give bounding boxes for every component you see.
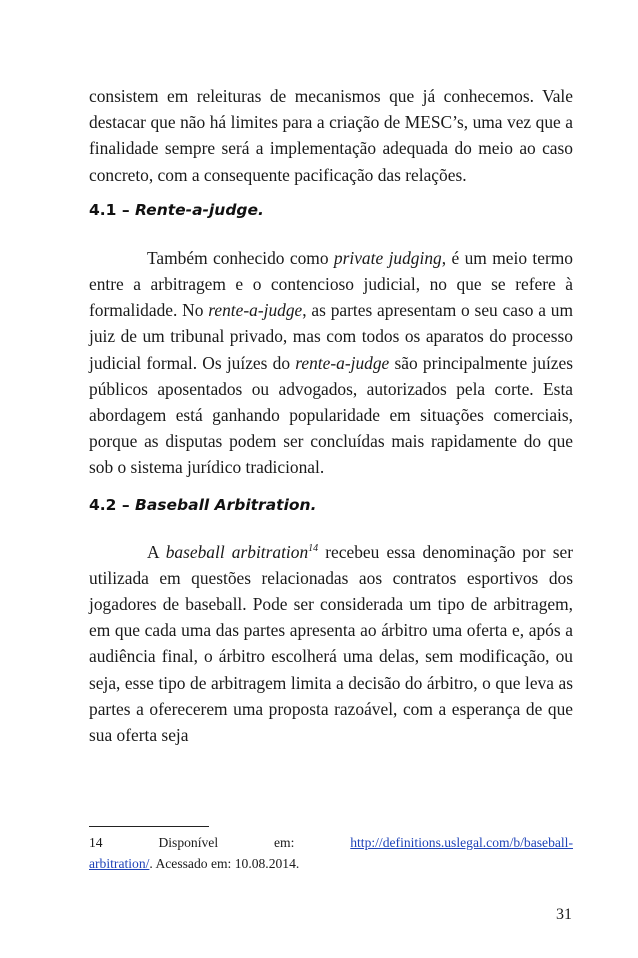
italic-term: rente-a-judge [295,352,390,373]
italic-term: baseball arbitration [165,541,309,562]
footnote-link-part1[interactable]: http://definitions.uslegal.com/b/baseball- [350,835,573,850]
section-heading-4-2 [89,495,573,515]
text-run: , é um meio termo entre a arbitragem e o contencioso judicial, no que se refere à formalidade. No [89,247,573,321]
section-heading-4-1 [89,200,573,220]
footnote-link-part2[interactable]: arbitration/ [89,856,150,871]
section-4-1-paragraph [89,245,573,481]
page-body [89,83,573,748]
section-number: 4.1 – [89,200,130,219]
footnote-label: Disponível [158,835,219,850]
footnote-reference[interactable]: 14 [308,542,319,554]
page-number: 31 [556,906,572,923]
text-run: A [147,541,166,562]
footnote-em: em: [273,835,295,850]
footnote-line [89,832,573,853]
section-title: Rente-a-judge. [135,200,264,219]
italic-term: rente-a-judge [208,300,303,321]
text-run: recebeu essa denominação por ser utilizada em questões relacionadas aos contratos esportivos dos jogadores de baseball. Pode ser considerada um tipo de arbitragem, em que cada uma das partes apresenta ao árbitro uma oferta e, após a audiência final, o árbitro escolherá uma delas, sem modificação, ou seja, esse tipo de arbitragem limita a decisão do árbitro, o que leva as partes a oferecerem uma proposta razoável, com a esperança de que sua oferta seja [89,541,573,746]
footnote [89,832,573,874]
footnote-line [89,853,573,874]
section-4-2-paragraph [89,539,573,749]
italic-term: private judging [333,247,442,268]
text-run: , as partes apresentam o seu caso a um juiz de um tribunal privado, mas com todos os aparatos do processo judicial formal. Os juízes do [89,300,574,373]
section-title: Baseball Arbitration. [135,495,317,514]
intro-paragraph: consistem em releituras de mecanismos que já conhecemos. Vale destacar que não há limites para a criação de MESC’s, uma vez que a finalidade sempre será a implementação adequada do meio ao caso concreto, com a consequente pacificação das relações. [89,86,573,185]
footnote-divider [89,826,209,827]
text-run: são principalmente juízes públicos aposentados ou advogados, autorizados pela corte. Esta abordagem está ganhando popularidade em situações comerciais, porque as disputas podem ser concluídas mais rapidamente do que sob o sistema jurídico tradicional. [89,352,573,478]
section-number: 4.2 – [89,495,130,514]
footnote-number: 14 [89,835,103,850]
footnote-rest: . Acessado em: 10.08.2014. [149,856,300,871]
text-run: Também conhecido como [147,247,334,268]
